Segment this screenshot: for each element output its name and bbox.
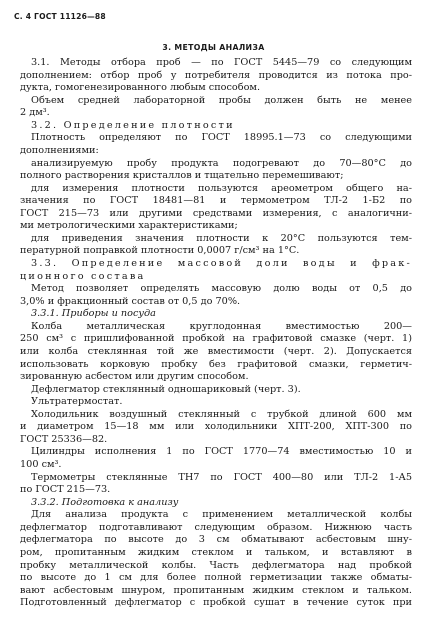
text-line: Метод позволяет определять массовую долю воды от 0,5 до: [31, 283, 412, 295]
text-line: 2 дм³.: [20, 107, 50, 119]
text-line: по высоте до 1 см для более полной герметизации также обматы-: [20, 572, 412, 584]
text-line: или колба стеклянная той же вместимости (черт. 2). Допускается: [20, 345, 412, 357]
text-line: 3,0% и фракционный состав от 0,5 до 70%.: [20, 295, 241, 307]
text-line: полного растворения кристаллов и тщательно перемешивают;: [20, 170, 344, 182]
text-line: Цилиндры исполнения 1 по ГОСТ 1770—74 вместимостью 10 и: [31, 446, 412, 458]
text-line: Подготовленный дефлегматор с пробкой сушат в течение суток при: [20, 597, 412, 609]
text-line: Плотность определяют по ГОСТ 18995.1—73 со следующими: [31, 132, 412, 144]
text-line: ми метрологическими характеристиками;: [20, 220, 238, 232]
text-line: дополнением: отбор проб у потребителя проводится из потока про-: [20, 69, 412, 81]
text-line: пробку металлической колбы. Часть дефлегматора над пробкой: [20, 559, 412, 571]
text-line: ционного состава: [20, 270, 146, 282]
text-line: Термометры стеклянные ТН7 по ГОСТ 400—80 или ТЛ-2 1-А5: [31, 471, 412, 483]
text-line: дефлегматора по высоте до 3 см обматывают асбестовым шну-: [20, 534, 412, 546]
text-line: ГОСТ 215—73 или другими средствами измерения, с аналогични-: [20, 207, 412, 219]
text-line: 3.1. Методы отбора проб — по ГОСТ 5445—79 со следующим: [31, 57, 412, 68]
section-title: 3. МЕТОДЫ АНАЛИЗА: [162, 43, 265, 52]
text-line: Ультратермостат.: [31, 396, 123, 408]
text-line: пературной поправкой плотности 0,0007 г/см³ на 1°С.: [20, 245, 300, 257]
text-line: зированную асбестом или другим способом.: [20, 371, 249, 383]
text-line: 3.3. Определение массовой доли воды и фрак-: [31, 258, 412, 269]
text-line: 3.3.2. Подготовка к анализу: [31, 496, 179, 508]
text-line: Для анализа продукта с применением металлической колбы: [31, 509, 412, 521]
text-line: Холодильник воздушный стеклянный с трубкой длиной 600 мм: [31, 408, 412, 420]
text-line: Колба металлическая круглодонная вместимостью 200—: [31, 320, 412, 332]
text-line: 250 см³ с пришлифованной пробкой на графитовой смазке (черт. 1): [20, 333, 412, 345]
text-line: Объем средней лабораторной пробы должен быть не менее: [31, 94, 412, 106]
text-line: вают асбестовым шнуром, пропитанным жидким стеклом и тальком.: [20, 584, 412, 596]
text-line: и диаметром 15—18 мм или холодильники ХПТ-200, ХПТ-300 по: [20, 421, 412, 433]
text-line: 3.3.1. Приборы и посуда: [31, 308, 156, 320]
text-line: дефлегматор подготавливают следующим образом. Нижнюю часть: [20, 521, 412, 533]
text-line: ГОСТ 25336—82.: [20, 433, 108, 445]
text-body: [20, 57, 412, 610]
text-line: дукта, гомогенезированного любым способом.: [20, 82, 261, 94]
text-line: 100 см³.: [20, 459, 62, 470]
text-line: для измерения плотности пользуются ареометром общего на-: [31, 182, 412, 194]
text-line: использовать корковую пробку без графитовой смазки, герметич-: [20, 358, 412, 370]
text-line: значения по ГОСТ 18481—81 и термометром ТЛ-2 1-Б2 по: [20, 195, 412, 207]
text-line: для приведения значения плотности к 20°С пользуются тем-: [31, 232, 412, 244]
page-header: С. 4 ГОСТ 11126—88: [14, 12, 106, 21]
text-line: по ГОСТ 215—73.: [20, 484, 111, 496]
text-line: дополнениями:: [20, 144, 99, 156]
text-line: Дефлегматор стеклянный одношариковый (черт. 3).: [31, 383, 301, 395]
text-line: 3.2. Определение плотности: [31, 119, 235, 131]
text-line: анализируемую пробу продукта подогревают до 70—80°С до: [31, 157, 412, 169]
text-line: ром, пропитанным жидким стеклом и тальком, и вставляют в: [20, 546, 412, 558]
